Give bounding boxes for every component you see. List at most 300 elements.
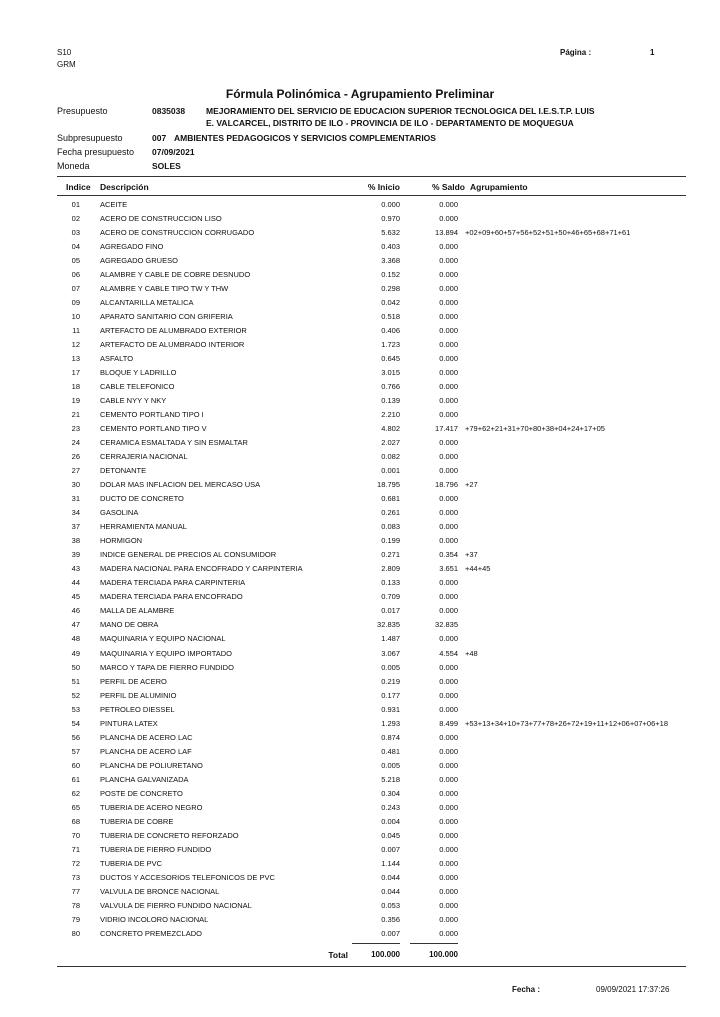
table-row: [0, 297, 720, 311]
row-inicio: 1.293: [381, 718, 400, 728]
row-index: 72: [71, 858, 80, 868]
row-inicio: 2.809: [381, 564, 400, 574]
row-inicio: 0.007: [381, 844, 400, 854]
col-inicio: % Inicio: [367, 182, 400, 192]
row-saldo: 0.000: [439, 298, 458, 308]
row-description: ALAMBRE Y CABLE DE COBRE DESNUDO: [100, 270, 251, 280]
row-agrupamiento: +27: [465, 480, 478, 490]
row-description: BLOQUE Y LADRILLO: [100, 368, 177, 378]
row-index: 51: [71, 676, 80, 686]
row-saldo: 0.000: [439, 858, 458, 868]
row-description: PERFIL DE ACERO: [100, 676, 167, 686]
row-index: 09: [71, 298, 80, 308]
row-index: 50: [71, 662, 80, 672]
subpresupuesto-desc: AMBIENTES PEDAGOGICOS Y SERVICIOS COMPLEMENTARIOS: [174, 133, 436, 143]
presupuesto-desc-line1: MEJORAMIENTO DEL SERVICIO DE EDUCACION SUPERIOR TECNOLOGICA DEL I.E.S.T.P. LUIS: [206, 106, 595, 116]
total-label: Total: [328, 950, 348, 960]
row-saldo: 0.000: [439, 774, 458, 784]
inicio-sum-line: [352, 943, 400, 944]
table-row: [0, 339, 720, 353]
row-index: 71: [71, 844, 80, 854]
moneda-value: SOLES: [152, 161, 181, 171]
table-row: [0, 746, 720, 760]
table-row: [0, 241, 720, 255]
row-inicio: 0.931: [381, 704, 400, 714]
table-row: [0, 213, 720, 227]
row-saldo: 0.000: [439, 312, 458, 322]
row-saldo: 0.000: [439, 634, 458, 644]
row-inicio: 0.133: [381, 578, 400, 588]
row-description: MALLA DE ALAMBRE: [100, 606, 175, 616]
row-description: APARATO SANITARIO CON GRIFERIA: [100, 312, 233, 322]
row-inicio: 0.044: [381, 886, 400, 896]
table-row: [0, 816, 720, 830]
subpresupuesto-code: 007: [152, 133, 167, 143]
table-row: [0, 619, 720, 633]
table-row: [0, 367, 720, 381]
table-row: [0, 451, 720, 465]
row-saldo: 0.000: [439, 242, 458, 252]
row-saldo: 0.000: [439, 354, 458, 364]
row-description: PLANCHA DE POLIURETANO: [100, 760, 203, 770]
footer-fecha-label: Fecha :: [512, 985, 541, 994]
row-saldo: 8.499: [439, 718, 458, 728]
row-description: ALCANTARILLA METALICA: [100, 298, 194, 308]
row-index: 10: [71, 312, 80, 322]
row-index: 79: [71, 914, 80, 924]
row-inicio: 18.795: [377, 480, 400, 490]
row-inicio: 1.723: [381, 340, 400, 350]
row-saldo: 0.000: [439, 200, 458, 209]
table-row: [0, 774, 720, 788]
row-index: 23: [71, 424, 80, 434]
row-saldo: 0.000: [439, 396, 458, 406]
table-row: [0, 521, 720, 535]
row-description: AGREGADO GRUESO: [100, 256, 178, 266]
row-description: MAQUINARIA Y EQUIPO IMPORTADO: [100, 648, 232, 658]
row-inicio: 0.177: [381, 690, 400, 700]
row-description: TUBERIA DE CONCRETO REFORZADO: [100, 830, 239, 840]
row-inicio: 0.082: [381, 452, 400, 462]
table-row: [0, 381, 720, 395]
row-index: 45: [71, 592, 80, 602]
row-description: ASFALTO: [100, 354, 134, 364]
table-row: [0, 269, 720, 283]
row-saldo: 0.000: [439, 704, 458, 714]
table-row: [0, 479, 720, 493]
row-saldo: 0.000: [439, 522, 458, 532]
row-saldo: 0.000: [439, 830, 458, 840]
table-row: [0, 255, 720, 269]
row-saldo: 0.000: [439, 578, 458, 588]
row-inicio: 0.243: [381, 802, 400, 812]
row-description: GASOLINA: [100, 508, 139, 518]
table-row: [0, 493, 720, 507]
row-index: 05: [71, 256, 80, 266]
row-index: 53: [71, 704, 80, 714]
table-row: [0, 409, 720, 423]
row-index: 47: [71, 620, 80, 630]
row-description: VIDRIO INCOLORO NACIONAL: [100, 914, 209, 924]
row-description: MADERA NACIONAL PARA ENCOFRADO Y CARPINTERIA: [100, 564, 303, 574]
row-index: 46: [71, 606, 80, 616]
row-description: AGREGADO FINO: [100, 242, 164, 252]
row-index: 52: [71, 690, 80, 700]
row-index: 19: [71, 396, 80, 406]
row-saldo: 0.000: [439, 438, 458, 448]
table-row: [0, 676, 720, 690]
row-agrupamiento: +48: [465, 648, 478, 658]
row-description: CABLE TELEFONICO: [100, 382, 175, 392]
row-index: 26: [71, 452, 80, 462]
row-inicio: 0.000: [381, 200, 400, 209]
row-description: MAQUINARIA Y EQUIPO NACIONAL: [100, 634, 226, 644]
row-description: HERRAMIENTA MANUAL: [100, 522, 187, 532]
row-index: 65: [71, 802, 80, 812]
row-index: 43: [71, 564, 80, 574]
row-saldo: 0.000: [439, 508, 458, 518]
row-index: 54: [71, 718, 80, 728]
row-description: PLANCHA DE ACERO LAC: [100, 732, 193, 742]
row-description: MADERA TERCIADA PARA ENCOFRADO: [100, 592, 243, 602]
row-description: POSTE DE CONCRETO: [100, 788, 183, 798]
footer-fecha-value: 09/09/2021 17:37:26: [596, 985, 670, 994]
row-saldo: 0.000: [439, 732, 458, 742]
row-saldo: 4.554: [439, 648, 458, 658]
row-description: ARTEFACTO DE ALUMBRADO INTERIOR: [100, 340, 245, 350]
row-saldo: 0.000: [439, 452, 458, 462]
row-description: ARTEFACTO DE ALUMBRADO EXTERIOR: [100, 326, 247, 336]
row-description: PLANCHA GALVANIZADA: [100, 774, 189, 784]
row-saldo: 0.000: [439, 844, 458, 854]
row-inicio: 0.042: [381, 298, 400, 308]
row-index: 80: [71, 928, 80, 938]
row-description: DUCTO DE CONCRETO: [100, 494, 184, 504]
row-index: 48: [71, 634, 80, 644]
row-index: 60: [71, 760, 80, 770]
row-description: PLANCHA DE ACERO LAF: [100, 746, 192, 756]
table-row: [0, 844, 720, 858]
row-inicio: 5.218: [381, 774, 400, 784]
row-inicio: 2.027: [381, 438, 400, 448]
saldo-sum-line: [410, 943, 458, 944]
row-index: 27: [71, 466, 80, 476]
row-saldo: 0.000: [439, 326, 458, 336]
row-index: 24: [71, 438, 80, 448]
table-row: [0, 577, 720, 591]
row-description: MARCO Y TAPA DE FIERRO FUNDIDO: [100, 662, 234, 672]
subpresupuesto-label: Subpresupuesto: [57, 133, 123, 143]
row-index: 06: [71, 270, 80, 280]
row-index: 03: [71, 228, 80, 238]
row-inicio: 32.835: [377, 620, 400, 630]
table-row: [0, 437, 720, 451]
presupuesto-code: 0835038: [152, 106, 186, 116]
fecha-presupuesto-value: 07/09/2021: [152, 147, 195, 157]
row-inicio: 0.970: [381, 214, 400, 224]
row-saldo: 0.000: [439, 816, 458, 826]
table-row: [0, 325, 720, 339]
row-agrupamiento: +44+45: [465, 564, 491, 574]
row-saldo: 18.796: [435, 480, 458, 490]
row-inicio: 3.368: [381, 256, 400, 266]
row-index: 77: [71, 886, 80, 896]
row-inicio: 0.152: [381, 270, 400, 280]
row-inicio: 0.007: [381, 928, 400, 938]
row-description: MANO DE OBRA: [100, 620, 159, 630]
row-index: 70: [71, 830, 80, 840]
row-description: VALVULA DE BRONCE NACIONAL: [100, 886, 220, 896]
row-description: HORMIGON: [100, 536, 143, 546]
row-agrupamiento: +53+13+34+10+73+77+78+26+72+19+11+12+06+07+06+18: [465, 718, 668, 728]
table-row: [0, 311, 720, 325]
row-inicio: 0.518: [381, 312, 400, 322]
row-index: 57: [71, 746, 80, 756]
row-saldo: 0.000: [439, 410, 458, 420]
fecha-presupuesto-label: Fecha presupuesto: [57, 147, 135, 157]
table-row: [0, 690, 720, 704]
row-saldo: 13.894: [435, 228, 458, 238]
row-saldo: 0.000: [439, 494, 458, 504]
row-index: 44: [71, 578, 80, 588]
row-saldo: 32.835: [435, 620, 458, 630]
row-saldo: 3.651: [439, 564, 458, 574]
row-saldo: 0.000: [439, 760, 458, 770]
row-index: 12: [71, 340, 80, 350]
row-index: 39: [71, 550, 80, 560]
table-row: [0, 423, 720, 437]
row-inicio: 0.709: [381, 592, 400, 602]
row-index: 17: [71, 368, 80, 378]
table-body: [0, 199, 720, 942]
table-row: [0, 283, 720, 297]
row-inicio: 0.645: [381, 354, 400, 364]
table-row: [0, 830, 720, 844]
table-row: [0, 872, 720, 886]
row-index: 30: [71, 480, 80, 490]
row-inicio: 5.632: [381, 228, 400, 238]
col-indice: Indice: [66, 182, 91, 192]
table-row: [0, 900, 720, 914]
table-row: [0, 858, 720, 872]
table-row: [0, 507, 720, 521]
table-row: [0, 718, 720, 732]
table-row: [0, 886, 720, 900]
table-row: [0, 732, 720, 746]
row-inicio: 3.067: [381, 648, 400, 658]
row-description: PINTURA LATEX: [100, 718, 158, 728]
row-inicio: 0.017: [381, 606, 400, 616]
row-description: ACERO DE CONSTRUCCION LISO: [100, 214, 222, 224]
row-description: PETROLEO DIESSEL: [100, 704, 175, 714]
table-row: [0, 760, 720, 774]
row-inicio: 0.298: [381, 284, 400, 294]
row-inicio: 0.053: [381, 900, 400, 910]
page-title: Fórmula Polinómica - Agrupamiento Preliminar: [225, 87, 495, 101]
row-inicio: 0.356: [381, 914, 400, 924]
row-description: CABLE NYY Y NKY: [100, 396, 167, 406]
table-bottom-rule: [57, 966, 686, 967]
row-inicio: 0.083: [381, 522, 400, 532]
page-label: Página :: [560, 48, 592, 57]
table-row: [0, 549, 720, 563]
row-inicio: 0.199: [381, 536, 400, 546]
row-saldo: 0.000: [439, 592, 458, 602]
table-row: [0, 662, 720, 676]
row-inicio: 0.406: [381, 326, 400, 336]
row-inicio: 0.874: [381, 732, 400, 742]
row-inicio: 0.044: [381, 872, 400, 882]
row-saldo: 0.000: [439, 340, 458, 350]
row-saldo: 0.000: [439, 606, 458, 616]
row-description: CONCRETO PREMEZCLADO: [100, 928, 202, 938]
table-row: [0, 802, 720, 816]
row-inicio: 3.015: [381, 368, 400, 378]
row-description: TUBERIA DE ACERO NEGRO: [100, 802, 203, 812]
row-description: ACERO DE CONSTRUCCION CORRUGADO: [100, 228, 255, 238]
row-inicio: 4.802: [381, 424, 400, 434]
row-inicio: 0.766: [381, 382, 400, 392]
row-description: ACEITE: [100, 200, 128, 209]
row-index: 18: [71, 382, 80, 392]
row-inicio: 0.481: [381, 746, 400, 756]
row-index: 01: [71, 200, 80, 209]
row-index: 49: [71, 648, 80, 658]
row-saldo: 0.000: [439, 802, 458, 812]
row-index: 73: [71, 872, 80, 882]
row-index: 31: [71, 494, 80, 504]
row-inicio: 0.045: [381, 830, 400, 840]
report-code: S10: [57, 48, 72, 57]
row-inicio: 0.005: [381, 760, 400, 770]
row-saldo: 0.000: [439, 382, 458, 392]
row-description: CEMENTO PORTLAND TIPO V: [100, 424, 207, 434]
table-row: [0, 633, 720, 647]
table-row: [0, 227, 720, 241]
row-index: 02: [71, 214, 80, 224]
row-index: 68: [71, 816, 80, 826]
row-agrupamiento: +37: [465, 550, 478, 560]
row-index: 04: [71, 242, 80, 252]
row-index: 78: [71, 900, 80, 910]
row-description: TUBERIA DE PVC: [100, 858, 163, 868]
table-row: [0, 914, 720, 928]
row-saldo: 0.000: [439, 466, 458, 476]
table-row: [0, 704, 720, 718]
row-saldo: 0.000: [439, 872, 458, 882]
row-saldo: 0.000: [439, 690, 458, 700]
row-description: DOLAR MAS INFLACION DEL MERCASO USA: [100, 480, 261, 490]
row-index: 11: [72, 326, 80, 336]
col-agrupamiento: Agrupamiento: [470, 182, 528, 192]
table-row: [0, 465, 720, 479]
row-index: 21: [71, 410, 80, 420]
row-saldo: 0.000: [439, 676, 458, 686]
organization: GRM: [57, 60, 76, 69]
row-agrupamiento: +02+09+60+57+56+52+51+50+46+65+68+71+61: [465, 228, 631, 238]
row-inicio: 2.210: [381, 410, 400, 420]
row-saldo: 0.000: [439, 368, 458, 378]
row-saldo: 17.417: [435, 424, 458, 434]
row-saldo: 0.000: [439, 270, 458, 280]
row-description: TUBERIA DE FIERRO FUNDIDO: [100, 844, 212, 854]
row-agrupamiento: +79+62+21+31+70+80+38+04+24+17+05: [465, 424, 605, 434]
presupuesto-label: Presupuesto: [57, 106, 108, 116]
col-saldo: % Saldo: [431, 182, 465, 192]
row-inicio: 0.139: [381, 396, 400, 406]
row-inicio: 1.487: [381, 634, 400, 644]
table-row: [0, 591, 720, 605]
row-index: 07: [71, 284, 80, 294]
row-saldo: 0.000: [439, 788, 458, 798]
row-saldo: 0.000: [439, 284, 458, 294]
row-inicio: 0.261: [381, 508, 400, 518]
row-saldo: 0.000: [439, 256, 458, 266]
presupuesto-desc-line2: E. VALCARCEL, DISTRITO DE ILO - PROVINCIA DE ILO - DEPARTAMENTO DE MOQUEGUA: [206, 118, 574, 128]
row-description: PERFIL DE ALUMINIO: [100, 690, 177, 700]
row-inicio: 0.001: [381, 466, 400, 476]
row-saldo: 0.354: [439, 550, 458, 560]
row-index: 56: [71, 732, 80, 742]
row-description: CERAMICA ESMALTADA Y SIN ESMALTAR: [100, 438, 248, 448]
total-saldo: 100.000: [429, 950, 458, 959]
total-inicio: 100.000: [371, 950, 400, 959]
row-description: CERRAJERIA NACIONAL: [100, 452, 188, 462]
row-description: TUBERIA DE COBRE: [100, 816, 174, 826]
row-inicio: 0.304: [381, 788, 400, 798]
table-row: [0, 928, 720, 942]
table-header-rule: [57, 195, 686, 196]
row-saldo: 0.000: [439, 914, 458, 924]
page-number: 1: [650, 48, 655, 57]
table-row: [0, 353, 720, 367]
row-inicio: 0.271: [381, 550, 400, 560]
moneda-label: Moneda: [57, 161, 90, 171]
table-row: [0, 535, 720, 549]
row-inicio: 1.144: [381, 858, 400, 868]
row-description: MADERA TERCIADA PARA CARPINTERIA: [100, 578, 246, 588]
table-row: [0, 395, 720, 409]
table-row: [0, 605, 720, 619]
row-inicio: 0.219: [381, 676, 400, 686]
table-row: [0, 648, 720, 662]
row-index: 37: [71, 522, 80, 532]
table-top-rule: [57, 176, 686, 177]
row-saldo: 0.000: [439, 900, 458, 910]
row-inicio: 0.403: [381, 242, 400, 252]
row-saldo: 0.000: [439, 928, 458, 938]
row-saldo: 0.000: [439, 662, 458, 672]
table-row: [0, 563, 720, 577]
row-index: 38: [71, 536, 80, 546]
row-inicio: 0.681: [381, 494, 400, 504]
row-description: DUCTOS Y ACCESORIOS TELEFONICOS DE PVC: [100, 872, 275, 882]
row-saldo: 0.000: [439, 746, 458, 756]
table-row: [0, 199, 720, 213]
row-index: 61: [71, 774, 80, 784]
row-description: INDICE GENERAL DE PRECIOS AL CONSUMIDOR: [100, 550, 277, 560]
row-inicio: 0.004: [381, 816, 400, 826]
row-description: ALAMBRE Y CABLE TIPO TW Y THW: [100, 284, 229, 294]
row-index: 13: [71, 354, 80, 364]
row-saldo: 0.000: [439, 214, 458, 224]
row-description: DETONANTE: [100, 466, 147, 476]
row-description: VALVULA DE FIERRO FUNDIDO NACIONAL: [100, 900, 252, 910]
table-row: [0, 788, 720, 802]
row-index: 62: [71, 788, 80, 798]
col-descripcion: Descripción: [100, 182, 149, 192]
row-saldo: 0.000: [439, 886, 458, 896]
